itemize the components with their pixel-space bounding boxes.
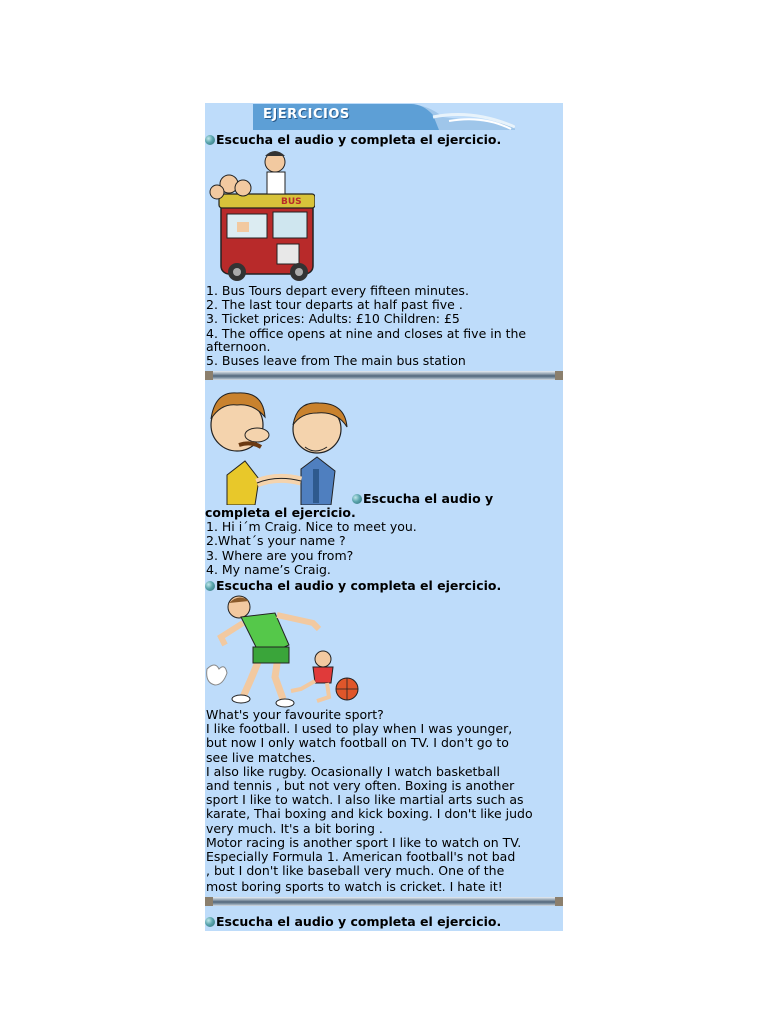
section1-line: 3. Ticket prices: Adults: £10 Children: £5	[206, 311, 460, 326]
section2-line: 1. Hi i´m Craig. Nice to meet you.	[206, 519, 417, 534]
section-divider	[205, 371, 563, 380]
basketball-players-illustration	[205, 593, 365, 709]
bullet-icon	[205, 917, 215, 927]
instruction-heading-3: Escucha el audio y completa el ejercicio.	[205, 579, 501, 593]
passage-line: , but I don't like baseball very much. One of the	[206, 863, 505, 879]
bullet-icon	[205, 581, 215, 591]
passage-line: and tennis , but not very often. Boxing is another	[206, 778, 515, 794]
section1-line: afternoon.	[206, 339, 271, 354]
passage-line: I also like rugby. Ocasionally I watch basketball	[206, 763, 500, 779]
passage-line: see live matches.	[206, 749, 316, 765]
passage-line: Especially Formula 1. American football's not bad	[206, 849, 516, 865]
instruction-heading-2: Escucha el audio y	[352, 492, 493, 506]
instruction-heading-1: Escucha el audio y completa el ejercicio.	[205, 133, 501, 147]
passage-line: Motor racing is another sport I like to watch on TV.	[206, 834, 522, 850]
sport-passage	[206, 708, 563, 895]
section1-line: 4. The office opens at nine and closes at five in the	[206, 326, 527, 341]
instruction-heading-4: Escucha el audio y completa el ejercicio.	[205, 915, 501, 929]
passage-line: I like football. I used to play when I was younger,	[206, 721, 513, 737]
exercise-page	[205, 103, 563, 931]
handshake-illustration	[205, 389, 355, 505]
section1-line: 1. Bus Tours depart every fifteen minutes.	[206, 283, 469, 298]
tour-bus-illustration	[207, 148, 315, 283]
section2-line: 2.What´s your name ?	[206, 533, 346, 548]
bullet-icon	[205, 135, 215, 145]
bullet-icon	[352, 494, 362, 504]
section2-line: 3. Where are you from?	[206, 548, 354, 563]
bus-sign: BUS	[281, 197, 302, 207]
section1-line: 5. Buses leave from The main bus station	[206, 353, 466, 368]
section2-line: 4. My name’s Craig.	[206, 562, 331, 577]
passage-line: karate, Thai boxing and kick boxing. I don't like judo	[206, 806, 533, 822]
passage-line: sport I like to watch. I also like martial arts such as	[206, 792, 524, 808]
banner-title: EJERCICIOS	[263, 107, 350, 122]
passage-line: most boring sports to watch is cricket. I hate it!	[206, 879, 503, 895]
instruction-heading-2-continued: completa el ejercicio.	[205, 505, 356, 520]
section-divider	[205, 897, 563, 906]
passage-line: What's your favourite sport?	[206, 707, 384, 722]
passage-line: but now I only watch football on TV. I don't go to	[206, 735, 509, 751]
section1-line: 2. The last tour departs at half past five .	[206, 297, 463, 312]
passage-line: very much. It's a bit boring .	[206, 820, 383, 836]
